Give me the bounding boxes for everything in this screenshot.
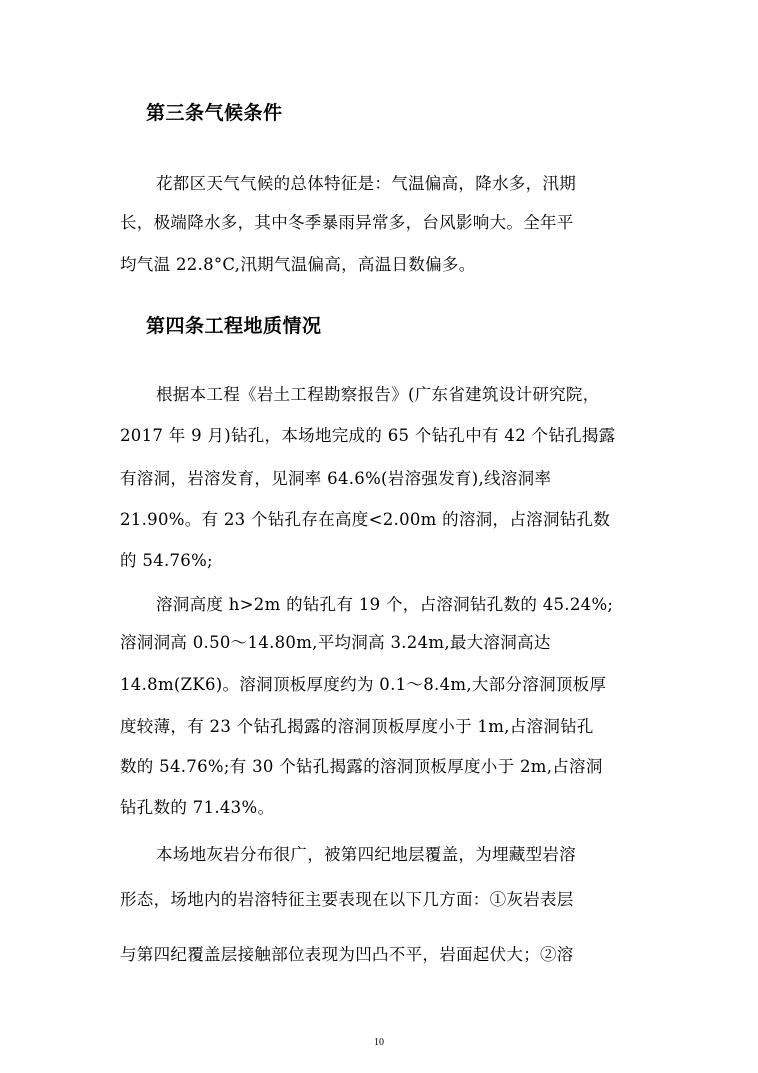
paragraph-line: 度较薄，有 23 个钻孔揭露的溶洞顶板厚度小于 1m,占溶洞钻孔 bbox=[120, 717, 594, 736]
section-heading-climate: 第三条气候条件 bbox=[146, 102, 283, 124]
paragraph-line: 均气温 22.8°C,汛期气温偏高，高温日数偏多。 bbox=[120, 255, 476, 274]
section-heading-geology: 第四条工程地质情况 bbox=[146, 315, 322, 337]
paragraph-line: 本场地灰岩分布很广，被第四纪地层覆盖，为埋藏型岩溶 bbox=[156, 845, 576, 864]
paragraph-line: 根据本工程《岩土工程勘察报告》(广东省建筑设计研究院， bbox=[156, 385, 600, 404]
page-number: 10 bbox=[374, 1037, 384, 1048]
paragraph-line: 有溶洞，岩溶发育，见洞率 64.6%(岩溶强发育),线溶洞率 bbox=[120, 469, 552, 488]
paragraph-line: 2017 年 9 月)钻孔，本场地完成的 65 个钻孔中有 42 个钻孔揭露 bbox=[120, 426, 616, 445]
paragraph-line: 溶洞高度 h>2m 的钻孔有 19 个，占溶洞钻孔数的 45.24%; bbox=[156, 595, 614, 614]
paragraph-line: 21.90%。有 23 个钻孔存在高度<2.00m 的溶洞，占溶洞钻孔数 bbox=[120, 510, 611, 529]
paragraph-line: 花都区天气气候的总体特征是：气温偏高，降水多，汛期 bbox=[156, 174, 576, 193]
paragraph-line: 溶洞洞高 0.50～14.80m,平均洞高 3.24m,最大溶洞高达 bbox=[120, 633, 551, 652]
paragraph-line: 的 54.76%; bbox=[120, 551, 213, 570]
paragraph-line: 长，极端降水多，其中冬季暴雨异常多，台风影响大。全年平 bbox=[120, 213, 574, 232]
paragraph-line: 形态，场地内的岩溶特征主要表现在以下几方面：①灰岩表层 bbox=[120, 890, 574, 909]
paragraph-line: 与第四纪覆盖层接触部位表现为凹凸不平，岩面起伏大；②溶 bbox=[120, 945, 574, 964]
paragraph-line: 钻孔数的 71.43%。 bbox=[120, 798, 275, 817]
paragraph-line: 14.8m(ZK6)。溶洞顶板厚度约为 0.1～8.4m,大部分溶洞顶板厚 bbox=[120, 675, 607, 694]
paragraph-line: 数的 54.76%;有 30 个钻孔揭露的溶洞顶板厚度小于 2m,占溶洞 bbox=[120, 757, 603, 776]
